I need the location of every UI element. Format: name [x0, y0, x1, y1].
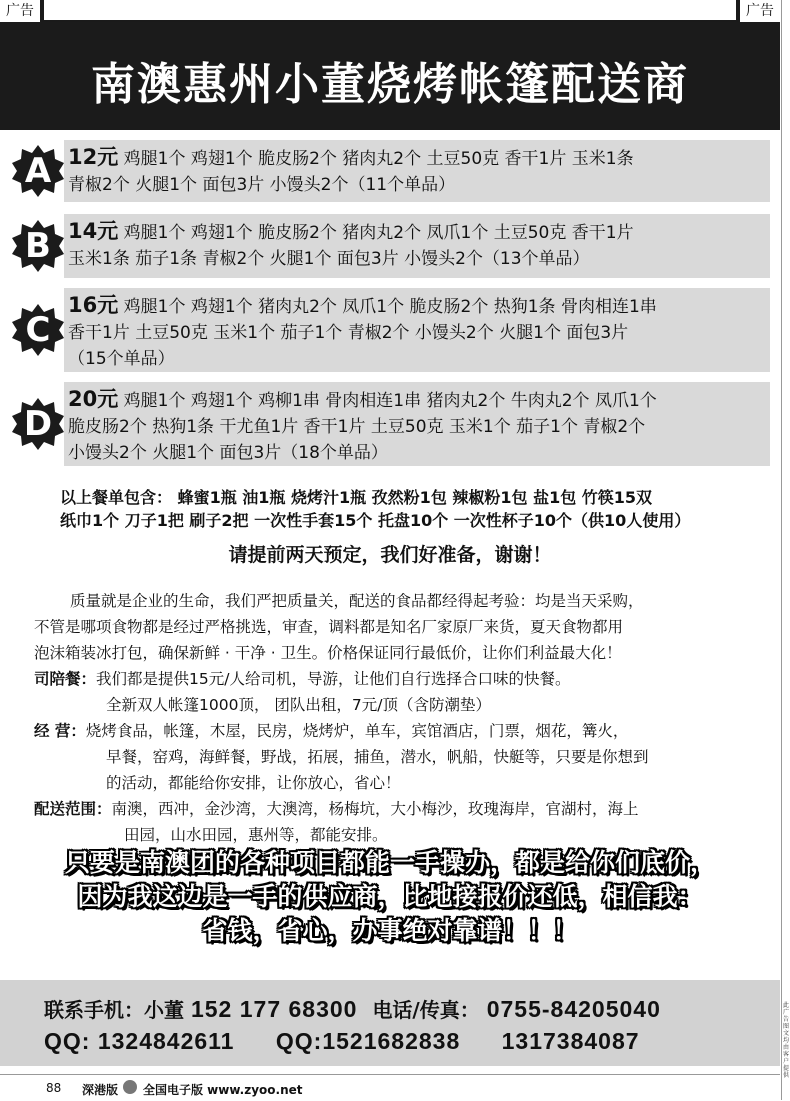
package-letter: C [25, 310, 51, 350]
package-badge-icon [10, 302, 66, 358]
publisher-logo-icon [123, 1080, 137, 1094]
contact-line-phone [44, 994, 661, 1023]
ad-top-bar [0, 0, 780, 22]
area-row [34, 796, 760, 822]
package-letter: D [23, 404, 53, 444]
quality-line: 不管是哪项食物都是经过严格挑选，审查，调料都是知名厂家原厂来货，夏天食物都用 [34, 618, 624, 636]
reserve-notice: 请提前两天预定，我们好准备，谢谢！ [228, 544, 552, 566]
page-edge-divider [781, 0, 782, 1100]
tel-label: 电话/传真： [372, 998, 480, 1022]
package-a [10, 140, 772, 202]
package-line: 鸡腿1个 鸡翅1个 鸡柳1串 骨肉相连1串 猪肉丸2个 牛肉丸2个 凤爪1个 [123, 391, 657, 411]
tel-number: 0755-84205040 [486, 996, 661, 1022]
business-label: 经 营： [34, 722, 86, 740]
package-badge-icon [10, 396, 66, 452]
slogan-line: 因为我这边是一手的供应商，比地接报价还低，相信我： [77, 882, 703, 911]
business-row [34, 718, 760, 744]
edition-label: 深港版 [82, 1083, 119, 1097]
ad-bar-blank [44, 0, 736, 20]
publisher-text: 全国电子版 www.zyoo.net [143, 1083, 303, 1097]
contact-panel [0, 980, 780, 1066]
qq-number: QQ: 1324842611 [44, 1028, 235, 1054]
ad-tag-right: 广告 [740, 0, 780, 22]
ad-tag-left: 广告 [0, 0, 40, 22]
driver-label: 司陪餐： [34, 670, 97, 688]
page-footer [0, 1074, 780, 1101]
includes-line: 纸巾1个 刀子1把 刷子2把 一次性手套15个 托盘10个 一次性杯子10个（供10人使用） [60, 511, 691, 530]
package-price: 14元 [68, 219, 119, 243]
business-line: 早餐，窑鸡，海鲜餐，野战，拓展，捕鱼，潜水，帆船，快艇等，只要是你想到 [106, 748, 649, 766]
package-text [68, 292, 768, 372]
side-disclaimer: 此广告图文均由客户提供 [783, 1002, 790, 1079]
business-line: 烧烤食品，帐篷，木屋，民房，烧烤炉，单车，宾馆酒店，门票，烟花，篝火， [85, 722, 629, 740]
package-line: 鸡腿1个 鸡翅1个 脆皮肠2个 猪肉丸2个 土豆50克 香干1片 玉米1条 [123, 149, 634, 169]
slogan-line: 只要是南澳团的各种项目都能一手操办，都是给你们底价， [64, 848, 715, 877]
package-line: 脆皮肠2个 热狗1条 干尤鱼1片 香干1片 土豆50克 玉米1个 茄子1个 青椒2个 [68, 417, 646, 437]
package-badge-icon [10, 143, 66, 199]
mobile-number: 152 177 68300 [190, 996, 358, 1022]
package-line: 玉米1条 茄子1条 青椒2个 火腿1个 面包3片 小馒头2个（13个单品） [68, 249, 590, 269]
slogan-line: 省钱，省心，办事绝对靠谱！！！ [202, 916, 578, 945]
package-line: 小馒头2个 火腿1个 面包3片（18个单品） [68, 443, 388, 463]
description-block [34, 588, 760, 848]
qq-number: QQ:1521682838 [275, 1028, 461, 1054]
business-line: 的活动，都能给你安排，让你放心，省心！ [106, 774, 401, 792]
header-banner [0, 22, 780, 130]
tent-text: 全新双人帐篷1000顶， 团队出租，7元/顶（含防潮垫） [106, 696, 491, 714]
qq-number: 1317384087 [501, 1028, 640, 1054]
slogan-block [0, 846, 780, 948]
package-text [68, 144, 768, 198]
page-number: 88 [46, 1081, 62, 1095]
package-d [10, 382, 772, 466]
package-letter: A [24, 151, 52, 191]
quality-line: 泡沫箱装冰打包，确保新鲜 · 干净 · 卫生。价格保证同行最低价，让你们利益最大化！ [34, 644, 622, 662]
mobile-label: 联系手机：小董 [44, 998, 184, 1022]
package-line: 香干1片 土豆50克 玉米1个 茄子1个 青椒2个 小馒头2个 火腿1个 面包3片 [68, 323, 629, 343]
package-line: （15个单品） [68, 349, 175, 369]
package-price: 16元 [68, 293, 119, 317]
package-c [10, 288, 772, 372]
package-badge-icon [10, 218, 66, 274]
quality-line: 质量就是企业的生命，我们严把质量关，配送的食品都经得起考验：均是当天采购， [70, 592, 644, 610]
package-line: 鸡腿1个 鸡翅1个 脆皮肠2个 猪肉丸2个 凤爪1个 土豆50克 香干1片 [123, 223, 634, 243]
package-includes [60, 486, 760, 532]
area-label: 配送范围： [34, 800, 112, 818]
area-line: 南澳，西冲，金沙湾，大澳湾，杨梅坑，大小梅沙，玫瑰海岸，官湖村，海上 [111, 800, 639, 818]
package-text [68, 386, 768, 466]
package-text [68, 218, 768, 272]
package-price: 12元 [68, 145, 119, 169]
area-line: 田园，山水田园，惠州等，都能安排。 [124, 826, 388, 844]
package-price: 20元 [68, 387, 119, 411]
driver-text: 我们都是提供15元/人给司机，导游，让他们自行选择合口味的快餐。 [96, 670, 571, 688]
package-b [10, 214, 772, 278]
driver-row [34, 666, 760, 692]
includes-line: 以上餐单包含： 蜂蜜1瓶 油1瓶 烧烤汁1瓶 孜然粉1包 辣椒粉1包 盐1包 竹筷15双 [60, 488, 653, 507]
package-line: 鸡腿1个 鸡翅1个 猪肉丸2个 凤爪1个 脆皮肠2个 热狗1条 骨肉相连1串 [123, 297, 657, 317]
package-line: 青椒2个 火腿1个 面包3片 小馒头2个（11个单品） [68, 175, 456, 195]
ad-title: 南澳惠州小董烧烤帐篷配送商 [91, 59, 689, 110]
package-letter: B [25, 226, 51, 266]
contact-line-qq [44, 1028, 674, 1055]
